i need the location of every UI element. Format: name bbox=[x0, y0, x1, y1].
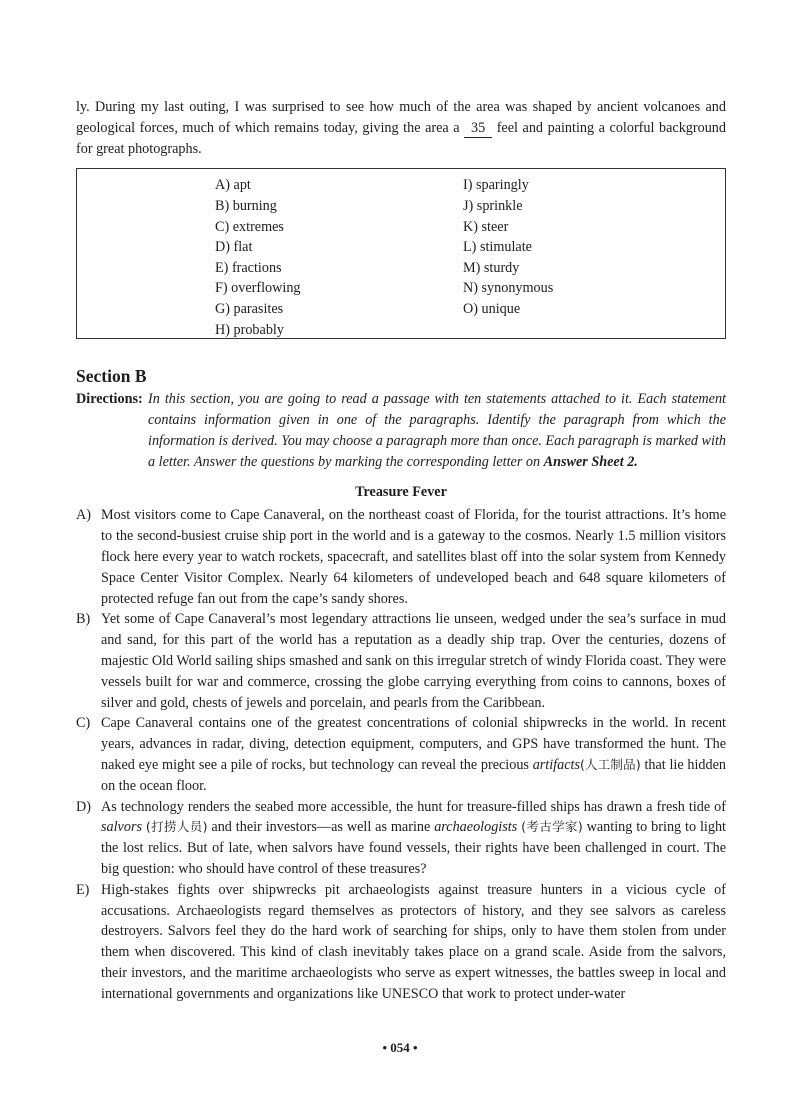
directions bbox=[76, 389, 726, 472]
word-option: C) extremes bbox=[215, 218, 284, 235]
paragraph-text: and their investors—as well as marine bbox=[207, 819, 435, 836]
word-bank-right-column bbox=[463, 175, 553, 319]
word-option: L) stimulate bbox=[463, 239, 532, 256]
paragraph-letter: E) bbox=[76, 881, 90, 898]
paragraph-c bbox=[76, 713, 726, 796]
word-option: F) overflowing bbox=[215, 280, 301, 297]
directions-body: In this section, you are going to read a passage with ten statements attached to it. Each statement contains information given in one of the paragraphs. Identify the paragraph from which the information is derived. You may choose a paragraph more than once. Each paragraph is marked with a letter. Answer the questions by marking the corresponding letter on bbox=[148, 391, 726, 470]
word-option: M) sturdy bbox=[463, 259, 520, 276]
paragraph-a bbox=[76, 505, 726, 609]
intro-text-before: ly. During my last outing, I was surprised to see how much of the area was shaped by ancient volcanoes and geological forces, much of which remains today, giving the area a bbox=[76, 99, 726, 136]
paragraph-text: As technology renders the seabed more accessible, the hunt for treasure-filled ships has drawn a fresh tide of bbox=[101, 798, 726, 815]
paragraph-letter: C) bbox=[76, 715, 91, 732]
paragraph-text: that lie hidden on the ocean floor. bbox=[101, 756, 726, 794]
term-salvors: salvors bbox=[101, 819, 142, 836]
paragraph-d bbox=[76, 797, 726, 880]
paragraph-letter: B) bbox=[76, 611, 91, 628]
gloss-archaeologists: (考古学家) bbox=[521, 819, 583, 835]
directions-text bbox=[148, 389, 726, 472]
word-option: O) unique bbox=[463, 300, 521, 317]
page-number: • 054 • bbox=[382, 1040, 418, 1055]
word-bank-left-column bbox=[215, 175, 301, 340]
term-artifacts: artifacts bbox=[532, 756, 580, 773]
page-content bbox=[76, 97, 726, 1005]
paragraph-text: wanting to bring to light the lost relics. But of late, when salvors have found vessels, their rights have been challenged in court. The big question: who should have control of these treasures? bbox=[101, 819, 726, 877]
paragraph-b bbox=[76, 609, 726, 713]
word-bank-box bbox=[76, 168, 726, 339]
word-option: J) sprinkle bbox=[463, 197, 523, 214]
directions-answer-sheet: Answer Sheet 2. bbox=[543, 453, 638, 470]
word-option: K) steer bbox=[463, 218, 509, 235]
word-option: A) apt bbox=[215, 177, 251, 194]
paragraph-text: Cape Canaveral contains one of the greatest concentrations of colonial shipwrecks in the world. In recent years, advances in radar, diving, detection equipment, computers, and GPS have transformed the hunt. The naked eye might see a pile of rocks, but technology can reveal the precious bbox=[101, 715, 726, 773]
word-option: E) fractions bbox=[215, 259, 282, 276]
paragraph-e bbox=[76, 880, 726, 1005]
paragraph-text: High-stakes fights over shipwrecks pit archaeologists against treasure hunters in a vicious cycle of accusations. Archaeologists regard themselves as protectors of history, and they see salvors as careless destroyers. Salvors feel they do the hard work of searching for ships, only to have them stolen from under them when discovered. This kind of clash inevitably takes place on a grand scale. Aside from the salvors, their investors, and the maritime archaeologists who serve as expert witnesses, the battles sweep in local and international governments and organizations like UNESCO that work to protect under-water bbox=[101, 881, 726, 1002]
word-option: H) probably bbox=[215, 321, 284, 338]
paragraph-letter: A) bbox=[76, 507, 91, 524]
word-option: G) parasites bbox=[215, 300, 284, 317]
intro-paragraph bbox=[76, 97, 726, 159]
directions-label: Directions: bbox=[76, 391, 143, 408]
gloss-salvors: (打捞人员) bbox=[145, 819, 208, 835]
paragraph-letter: D) bbox=[76, 798, 91, 815]
blank-35[interactable]: 35 bbox=[464, 120, 492, 138]
intro-text-after: feel and painting a colorful background for great photographs. bbox=[76, 119, 726, 157]
word-option: N) synonymous bbox=[463, 280, 554, 297]
term-archaeologists: archaeologists bbox=[434, 819, 518, 836]
paragraph-text: Yet some of Cape Canaveral’s most legendary attractions lie unseen, wedged under the sea’s surface in mud and sand, for this part of the world has a reputation as a deadly ship trap. Over the centuries, dozens of majestic Old World sailing ships smashed and sank on this irregular stretch of windy Florida coast. They were vessels built for war and commerce, crossing the globe carrying everything from coins to cannons, boxes of silver and gold, chests of jewels and porcelain, and pearls from the Caribbean. bbox=[101, 611, 726, 711]
section-title: Section B bbox=[76, 366, 147, 387]
gloss-artifacts: (人工制品) bbox=[579, 756, 641, 772]
word-option: B) burning bbox=[215, 197, 277, 214]
passage-title: Treasure Fever bbox=[355, 483, 447, 500]
word-option: I) sparingly bbox=[463, 177, 529, 194]
paragraph-text: Most visitors come to Cape Canaveral, on the northeast coast of Florida, for the tourist attractions. It’s home to the second-busiest cruise ship port in the world and is a gateway to the cosmos. Nearly 1.5 million visitors flock here every year to watch rockets, spacecraft, and satellites blast off into the solar system from Kennedy Space Center Visitor Complex. Nearly 64 kilometers of undeveloped beach and 648 square kilometers of protected refuge fan out from the cape’s sandy shores. bbox=[101, 507, 726, 607]
word-option: D) flat bbox=[215, 239, 253, 256]
